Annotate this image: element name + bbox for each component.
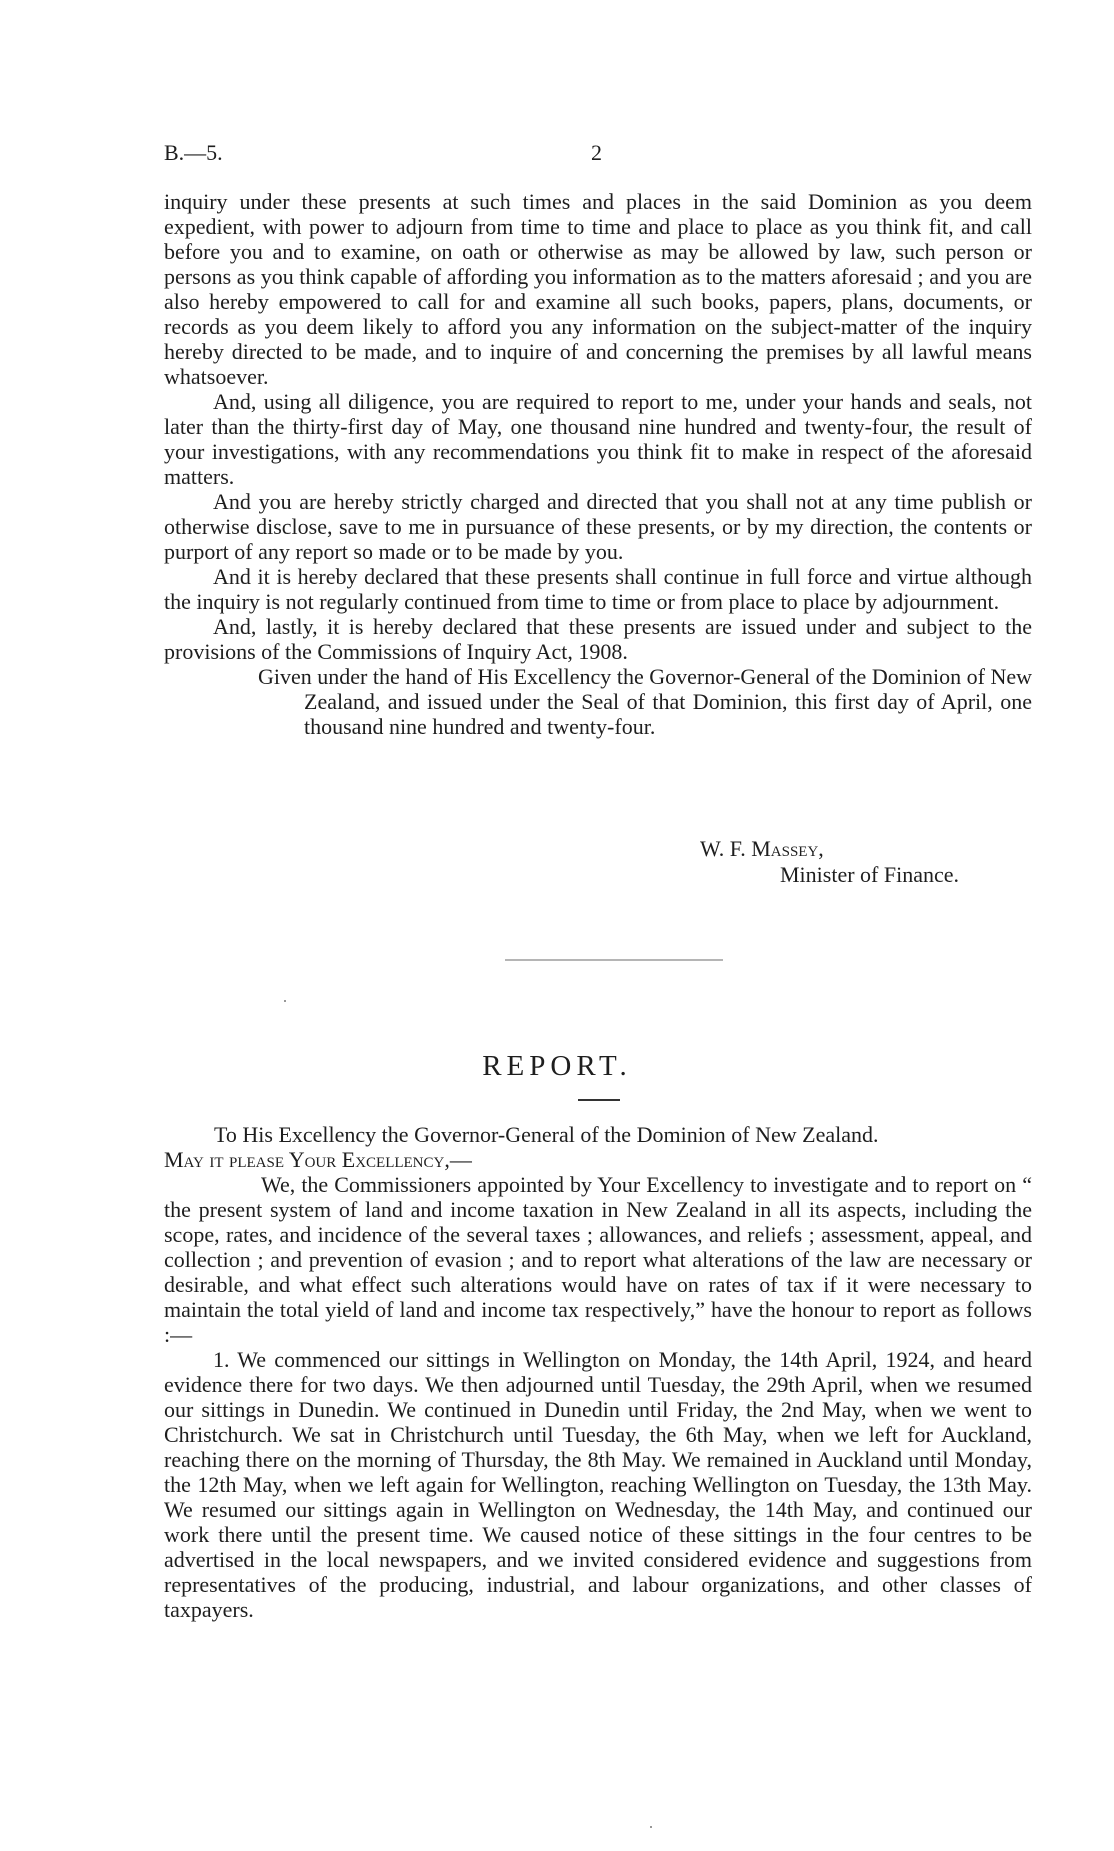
commission-paragraph: inquiry under these presents at such times and places in the said Dominion as you deem expedient, with power to adjourn from time to time and place to place as you think fit, and call before you and to examine, on oath or otherwise as may be allowed by law, such person or persons as you think capable of affording you information as to the matters aforesaid ; and you are also hereby empowered to call for and examine all such books, papers, plans, documents, or records as you deem likely to afford you any information on the subject-matter of the inquiry hereby directed to be made, and to inquire of and concerning the premises by all lawful means whatsoever. bbox=[164, 189, 1032, 389]
page-number: 2 bbox=[591, 140, 602, 165]
report-title: REPORT. bbox=[482, 1050, 632, 1082]
report-paragraph: 1. We commenced our sittings in Wellington on Monday, the 14th April, 1924, and heard evidence there for two days. We then adjourned until Tuesday, the 29th April, when we resumed our sittings in Dunedin. We continued in Dunedin until Friday, the 2nd May, when we went to Christchurch. We sat in Christchurch until Tuesday, the 6th May, when we left for Auckland, reaching there on the morning of Thursday, the 8th May. We remained in Auckland until Monday, the 12th May, when we left again for Wellington, reaching Wellington on Tuesday, the 13th May. We resumed our sittings again in Wellington on Wednesday, the 14th May, and continued our work there until the present time. We caused notice of these sittings in the four centres to be advertised in the local newspapers, and we invited considered evidence and suggestions from representatives of the producing, industrial, and labour organizations, and other classes of taxpayers. bbox=[164, 1347, 1032, 1622]
commission-text bbox=[164, 189, 1032, 739]
commission-paragraph: And it is hereby declared that these presents shall continue in full force and virtue although the inquiry is not regularly continued from time to time or from place to place by adjournment. bbox=[164, 564, 1032, 614]
signatory-title: Minister of Finance. bbox=[780, 862, 960, 887]
given-under-hand: Given under the hand of His Excellency the Governor-General of the Dominion of New Zealand, and issued under the Seal of that Dominion, this first day of April, one thousand nine hundred and twenty-four. bbox=[258, 664, 1032, 739]
section-divider bbox=[505, 959, 723, 961]
title-rule bbox=[578, 1099, 620, 1101]
commission-paragraph: And you are hereby strictly charged and directed that you shall not at any time publish or otherwise disclose, save to me in pursuance of these presents, or by my direction, the contents or purport of any report so made or to be made by you. bbox=[164, 489, 1032, 564]
signatory-name: W. F. Massey, bbox=[700, 836, 824, 861]
report-paragraph: We, the Commissioners appointed by Your Excellency to investigate and to report on “ the present system of land and income taxation in New Zealand in all its aspects, including the scope, rates, and incidence of the several taxes ; allowances, and reliefs ; assessment, appeal, and collection ; and prevention of evasion ; and to report what alterations of the law are necessary or desirable, and what effect such alterations would have on rates of tax if it were necessary to maintain the total yield of land and income tax respectively,” have the honour to report as follows :— bbox=[164, 1172, 1032, 1347]
document-reference: B.—5. bbox=[164, 140, 223, 165]
commission-paragraph: And, using all diligence, you are required to report to me, under your hands and seals, not later than the thirty-first day of May, one thousand nine hundred and twenty-four, the result of your investigations, with any recommendations you think fit to make in respect of the aforesaid matters. bbox=[164, 389, 1032, 489]
print-speck bbox=[284, 1000, 286, 1002]
signature-block bbox=[700, 836, 959, 888]
page-header bbox=[164, 140, 1042, 170]
report-salutation: May it please Your Excellency,— bbox=[164, 1147, 472, 1172]
commission-paragraph: And, lastly, it is hereby declared that these presents are issued under and subject to the provisions of the Commissions of Inquiry Act, 1908. bbox=[164, 614, 1032, 664]
print-speck bbox=[650, 1826, 652, 1828]
report-address: To His Excellency the Governor-General of the Dominion of New Zealand. bbox=[214, 1122, 879, 1147]
report-text bbox=[164, 1122, 1032, 1622]
